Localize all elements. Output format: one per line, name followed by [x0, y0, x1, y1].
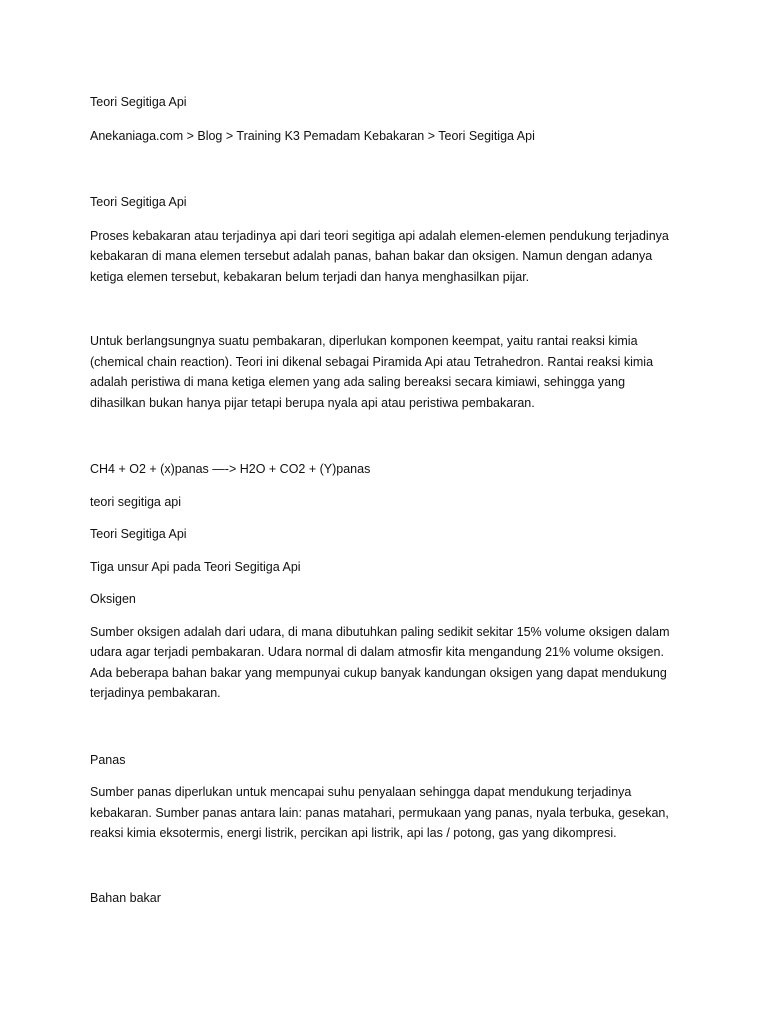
oksigen-paragraph — [90, 622, 690, 704]
oksigen-line: Sumber oksigen adalah dari udara, di mana dibutuhkan paling sedikit sekitar 15% volume oksigen dalam — [90, 624, 670, 639]
intro-paragraph — [90, 226, 690, 288]
tetrahedron-line: dihasilkan bukan hanya pijar tetapi berupa nyala api atau peristiwa pembakaran. — [90, 395, 535, 410]
oksigen-line: Ada beberapa bahan bakar yang mempunyai cukup banyak kandungan oksigen yang dapat mendukung — [90, 665, 667, 680]
document-page — [90, 92, 690, 908]
tetrahedron-paragraph — [90, 331, 690, 413]
section-heading: Teori Segitiga Api — [90, 195, 187, 209]
panas-line: kebakaran. Sumber panas antara lain: panas matahari, permukaan yang panas, nyala terbuka, gesekan, — [90, 805, 669, 820]
chemical-equation: CH4 + O2 + (x)panas —-> H2O + CO2 + (Y)panas — [90, 462, 371, 476]
image-alt-text: teori segitiga api — [90, 494, 182, 509]
tetrahedron-line: (chemical chain reaction). Teori ini dikenal sebagai Piramida Api atau Tetrahedron. Rantai reaksi kimia — [90, 354, 654, 369]
panas-line: reaksi kimia eksotermis, energi listrik, percikan api listrik, api las / potong, gas yang dikompresi. — [90, 826, 617, 840]
intro-line: ketiga elemen tersebut, kebakaran belum terjadi dan hanya menghasilkan pijar. — [90, 269, 530, 284]
bahan-bakar-heading: Bahan bakar — [90, 890, 161, 905]
intro-line: kebakaran di mana elemen tersebut adalah panas, bahan bakar dan oksigen. Namun dengan adanya — [90, 249, 653, 263]
elements-heading: Tiga unsur Api pada Teori Segitiga Api — [90, 559, 301, 574]
tetrahedron-line: Untuk berlangsungnya suatu pembakaran, diperlukan komponen keempat, yaitu rantai reaksi kimia — [90, 334, 638, 348]
intro-line: Proses kebakaran atau terjadinya api dari teori segitiga api adalah elemen-elemen pendukung terjadinya — [90, 228, 669, 243]
panas-heading: Panas — [90, 752, 126, 767]
tetrahedron-line: adalah peristiwa di mana ketiga elemen yang ada saling bereaksi secara kimiawi, sehingga yang — [90, 375, 626, 389]
image-caption: Teori Segitiga Api — [90, 527, 187, 541]
breadcrumb: Anekaniaga.com > Blog > Training K3 Pemadam Kebakaran > Teori Segitiga Api — [90, 128, 535, 143]
oksigen-line: udara agar terjadi pembakaran. Udara normal di dalam atmosfir kita mengandung 21% volume oksigen. — [90, 645, 664, 659]
oksigen-heading: Oksigen — [90, 592, 136, 606]
panas-paragraph — [90, 782, 690, 844]
document-title: Teori Segitiga Api — [90, 95, 187, 109]
oksigen-line: terjadinya pembakaran. — [90, 686, 221, 700]
panas-line: Sumber panas diperlukan untuk mencapai suhu penyalaan sehingga dapat mendukung terjadinya — [90, 785, 632, 799]
